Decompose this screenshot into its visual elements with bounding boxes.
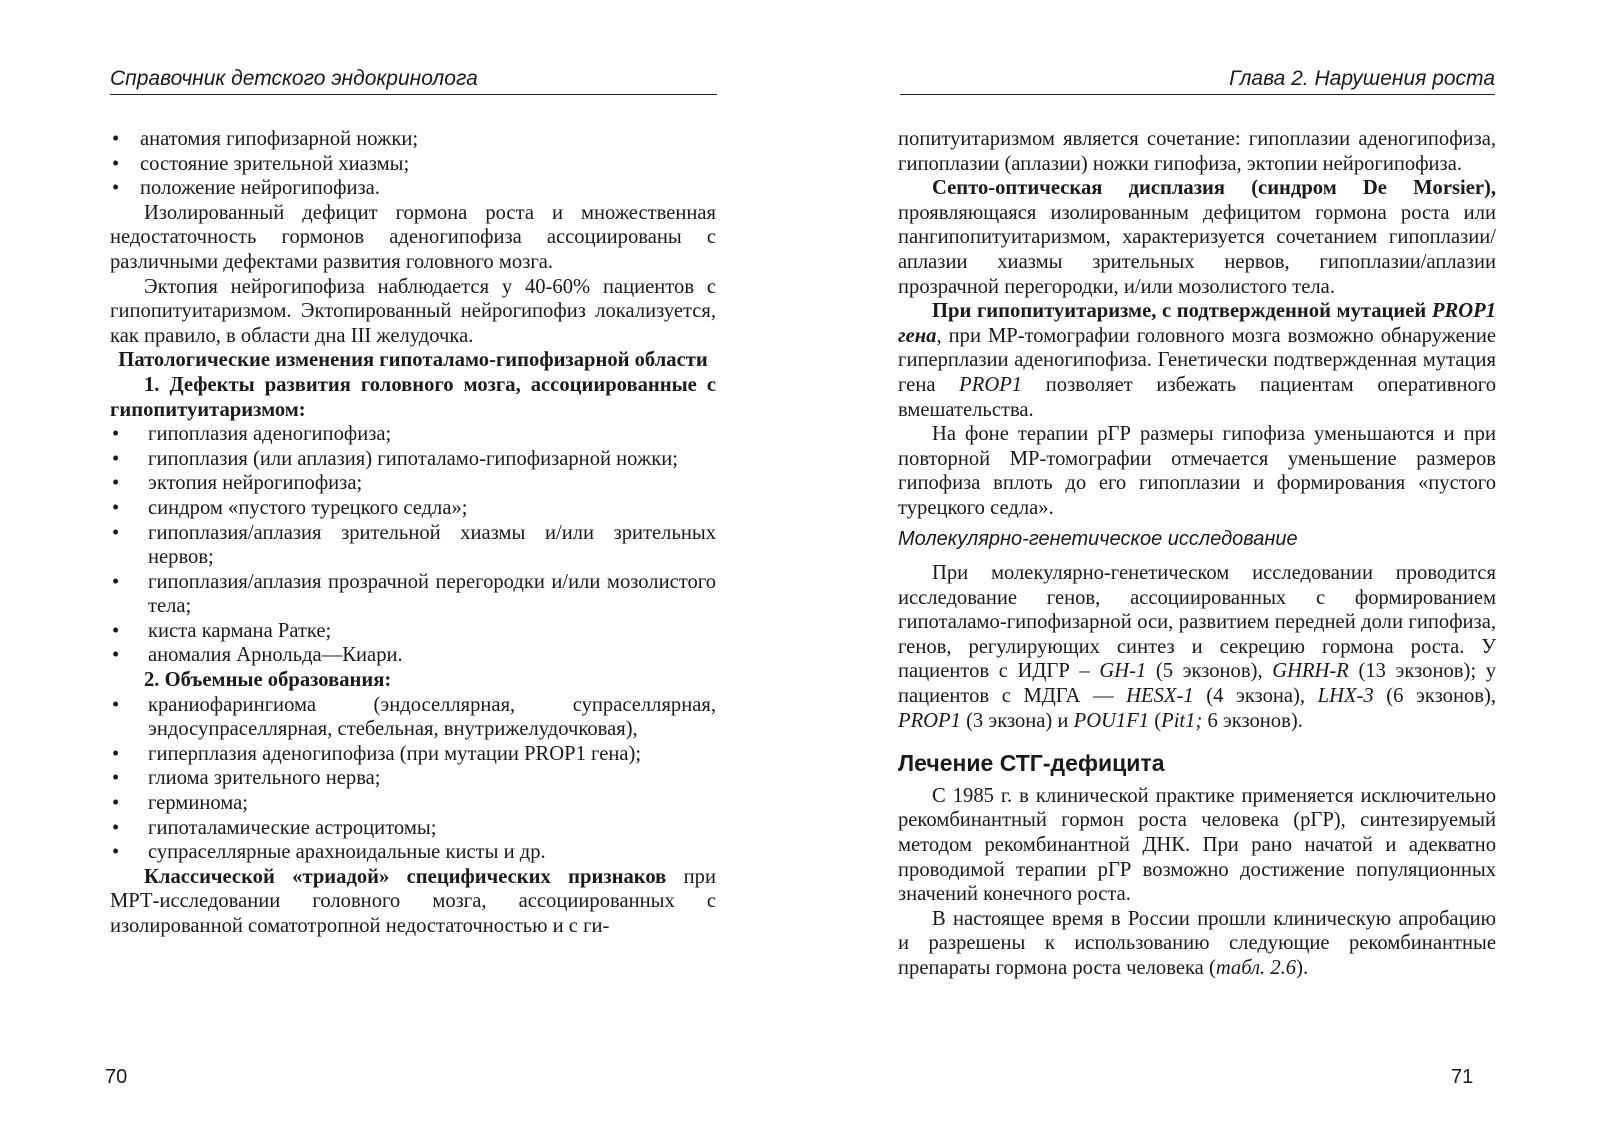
page-number-right: 71 — [1451, 1066, 1474, 1088]
list-item: • киста кармана Ратке; — [110, 619, 716, 644]
page-number-left: 70 — [105, 1066, 128, 1088]
paragraph-triad — [110, 865, 716, 939]
bullet-list-defects — [110, 422, 716, 668]
list-item: • гипоплазия аденогипофиза; — [110, 422, 716, 447]
paragraph-therapy: На фоне терапии рГР размеры гипофиза уменьшаются и при повторной МР-томографии отмечается уменьшение размеров гипофиза вплоть до его гипоплазии и формирования «пустого турецкого седла». — [898, 423, 1496, 519]
running-head-left: Справочник детского эндокринолога — [110, 67, 717, 95]
list-item: • анатомия гипофизарной ножки; — [110, 127, 716, 152]
paragraph-molecular — [898, 561, 1496, 733]
heading-masses: 2. Объемные образования: — [144, 669, 392, 692]
mol-text: (6 экзонов), — [1373, 685, 1496, 708]
paragraph-treatment-2 — [898, 907, 1496, 981]
paragraph-continuation: попитуитаризмом является сочетание: гипоплазии аденогипофиза, гипоплазии (аплазии) ножки гипофиза, эктопии нейрогипофиза. — [898, 128, 1496, 175]
mol-text: 6 экзонов). — [1202, 709, 1303, 732]
gene-hesx1: HESX-1 — [1126, 685, 1194, 708]
running-head-right: Глава 2. Нарушения роста — [900, 67, 1495, 95]
list-item: • гипоплазия (или аплазия) гипоталамо-гипофизарной ножки; — [110, 447, 716, 472]
mol-text: (4 экзона), — [1193, 685, 1318, 708]
mol-text: (3 экзона) и — [960, 709, 1074, 732]
paragraph-septo-optic — [898, 176, 1496, 299]
list-item: • гиперплазия аденогипофиза (при мутации PROP1 гена); — [110, 742, 716, 767]
list-item: • супраселлярные арахноидальные кисты и др. — [110, 840, 716, 865]
triad-text: при МРТ-исследовании головного мозга, ассоциированных с изолированной соматотропной недостаточностью и с ги- — [110, 865, 716, 937]
prop-text-1: , при МР-томографии головного мозга возможно обнаружение гиперплазии аденогипофиза. Генетически подтвержденная мутация гена — [898, 324, 1496, 396]
right-column — [898, 127, 1496, 981]
mol-text: ( — [1149, 709, 1162, 732]
list-item: • глиома зрительного нерва; — [110, 766, 716, 791]
right-page — [800, 0, 1601, 1137]
paragraph-isolated-deficit: Изолированный дефицит гормона роста и множественная недостаточность гормонов аденогипофиза ассоциированы с различными дефектами развития головного мозга. — [110, 201, 716, 273]
gene-pit1: Pit1; — [1161, 709, 1203, 732]
triad-bold: Классической «триадой» специфических признаков — [144, 865, 667, 888]
heading-treatment: Лечение СТГ-дефицита — [898, 750, 1165, 777]
list-item: • положение нейрогипофиза. — [110, 176, 716, 201]
gene-lhx3: LHX-3 — [1317, 685, 1374, 708]
treat-text: В настоящее время в России прошли клиническую апробацию и разрешены к использованию следующие рекомбинантные препараты гормона роста человека ( — [898, 907, 1496, 979]
list-item: • аномалия Арнольда—Киари. — [110, 643, 716, 668]
list-item: • гипоплазия/аплазия зрительной хиазмы и/или зрительных нервов; — [110, 521, 716, 570]
bullet-list-anatomy — [110, 127, 716, 201]
list-item: • краниофарингиома (эндоселлярная, супраселлярная, эндосупраселлярная, стебельная, внутрижелудочковая), — [110, 693, 716, 742]
prop-italic: PROP1 — [959, 373, 1023, 396]
left-page — [0, 0, 800, 1137]
heading-molecular: Молекулярно-генетическое исследование — [898, 527, 1298, 550]
list-item: • гипоталамические астроцитомы; — [110, 816, 716, 841]
prop-bold-italic: PROP1 гена — [898, 300, 1496, 347]
mol-text: При молекулярно-генетическом исследовании проводится исследование генов, ассоциированных с формированием гипоталамо-гипофизарной оси, развитием передней доли гипофиза, генов, регулирующих синтез и секрецию гормона роста. У пациентов с ИДГР – — [898, 562, 1496, 683]
treat-text: ). — [1296, 957, 1309, 979]
list-item: • состояние зрительной хиазмы; — [110, 152, 716, 177]
mol-text: (5 экзонов), — [1146, 660, 1273, 683]
prop-text-2: позволяет избежать пациентам оперативного вмешательства. — [898, 373, 1496, 421]
septo-bold: Септо-оптическая дисплазия (синдром De Morsier), — [932, 177, 1496, 200]
paragraph-treatment-1: С 1985 г. в клинической практике применяется исключительно рекомбинантный гормон роста человека (рГР), синтезируемый методом рекомбинантной ДНК. При рано начатой и адекватно проводимой терапии рГР возможно достижение популяционных значений конечного роста. — [898, 784, 1496, 906]
bullet-list-masses — [110, 693, 716, 865]
list-item: • гипоплазия/аплазия прозрачной перегородки и/или мозолистого тела; — [110, 570, 716, 619]
prop-bold: При гипопитуитаризме, с подтвержденной мутацией — [932, 300, 1432, 323]
subheading-pathology: Патологические изменения гипоталамо-гипофизарной области — [118, 349, 708, 372]
gene-prop1: PROP1 — [898, 709, 961, 732]
heading-defects: 1. Дефекты развития головного мозга, ассоциированные с гипопитуитаризмом: — [110, 373, 716, 421]
paragraph-ectopia: Эктопия нейрогипофиза наблюдается у 40-60% пациентов с гипопитуитаризмом. Эктопированный нейрогипофиз локализуется, как правило, в области дна III желудочка. — [110, 275, 716, 347]
left-column — [110, 127, 716, 939]
septo-text: проявляющаяся изолированным дефицитом гормона роста или пангипопитуитаризмом, характеризуется сочетанием гипоплазии/аплазии хиазмы зрительных нервов, гипоплазии/аплазии прозрачной перегородки, и/или мозолистого тела. — [898, 201, 1496, 298]
mol-text: (13 экзонов); у пациентов с МДГА — — [898, 660, 1496, 708]
list-item: • герминома; — [110, 791, 716, 816]
paragraph-prop1 — [898, 299, 1496, 422]
table-reference: табл. 2.6 — [1215, 957, 1297, 979]
gene-gh1: GH-1 — [1099, 660, 1147, 683]
list-item: • синдром «пустого турецкого седла»; — [110, 496, 716, 521]
list-item: • эктопия нейрогипофиза; — [110, 471, 716, 496]
gene-ghrhr: GHRH-R — [1272, 660, 1349, 683]
gene-pou1f1: POU1F1 — [1073, 709, 1150, 732]
